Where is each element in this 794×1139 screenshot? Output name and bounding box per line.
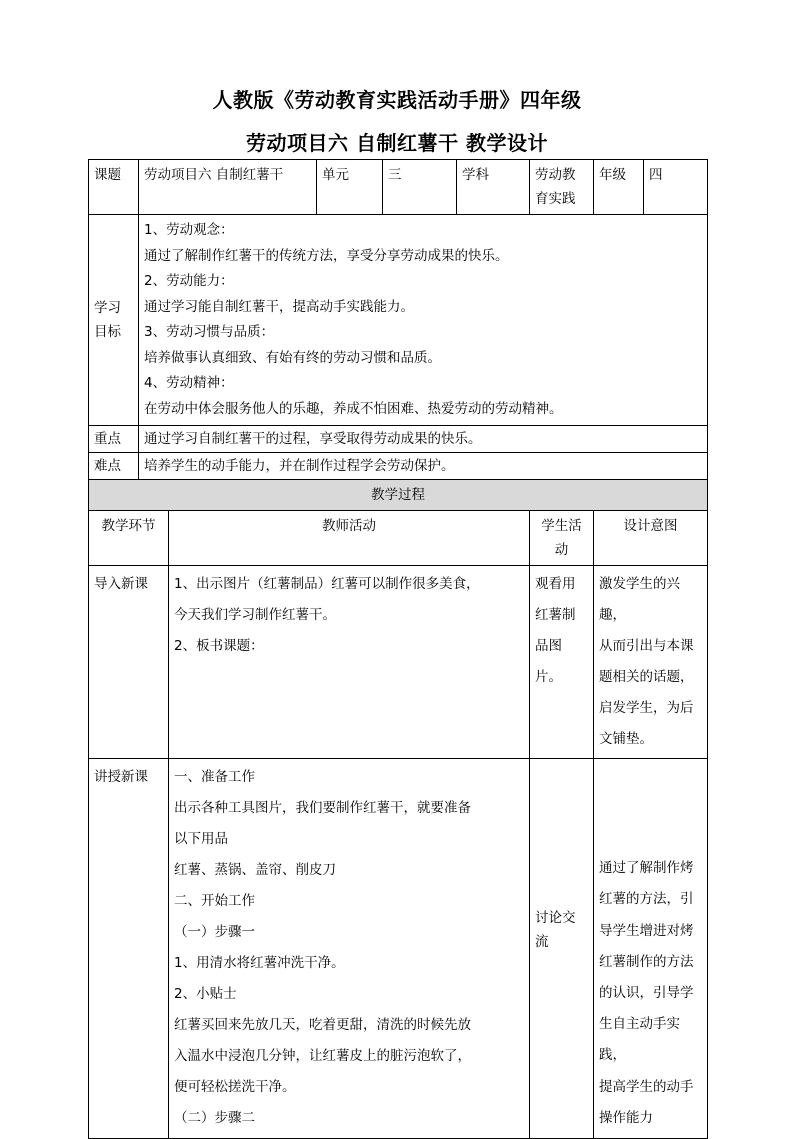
- intent-line: 导学生增进对烤: [599, 922, 694, 939]
- teacher-line: 一、准备工作: [174, 769, 255, 785]
- intent-line: 红薯的方法，引: [599, 891, 694, 908]
- lesson-plan-table: [88, 159, 708, 1139]
- process-header-row: [89, 480, 708, 511]
- key-point-label: 重点: [89, 426, 139, 453]
- intent-line: 从而引出与本课: [599, 638, 694, 654]
- teacher-line: 红薯、蒸锅、盖帘、削皮刀: [174, 862, 336, 878]
- subject-label: 学科: [457, 160, 530, 215]
- student-line: 品图片。: [535, 638, 563, 685]
- intent-line: 通过了解制作烤: [599, 860, 694, 877]
- process-header: 教学过程: [89, 480, 708, 511]
- col-student-header: 学生活动: [530, 511, 594, 566]
- process-row-intro: [89, 566, 708, 759]
- intent-line: 操作能力: [599, 1109, 654, 1126]
- info-row: [89, 160, 708, 215]
- intent-line: 生自主动手实践，: [599, 1016, 681, 1064]
- process-row-new-lesson: [89, 759, 708, 1139]
- objective-line: 2、劳动能力：: [144, 273, 234, 289]
- document-title: 人教版《劳动教育实践活动手册》四年级: [212, 88, 582, 112]
- grade-value: 四: [644, 160, 708, 215]
- intent-line: 提高学生的动手: [599, 1078, 694, 1095]
- teacher-line: 出示各种工具图片，我们要制作红薯干，就要准备: [174, 800, 471, 816]
- student-line: 讨论交流: [535, 910, 576, 950]
- objective-line: 4、劳动精神：: [144, 375, 234, 391]
- teacher-line: 二、开始工作: [174, 893, 255, 909]
- teacher-line: 今天我们学习制作红薯干。: [174, 607, 336, 623]
- teacher-line: （一）步骤一: [174, 924, 255, 940]
- key-point-row: [89, 426, 708, 453]
- grade-label: 年级: [594, 160, 644, 215]
- intent-line: 激发学生的兴趣，: [599, 576, 681, 623]
- objective-line: 通过学习能自制红薯干，提高动手实践能力。: [144, 298, 414, 315]
- topic-label: 课题: [89, 160, 139, 215]
- teacher-line: 红薯买回来先放几天，吃着更甜，清洗的时候先放: [174, 1017, 471, 1033]
- objective-line: 通过了解制作红薯干的传统方法，享受分享劳动成果的快乐。: [144, 247, 509, 264]
- document-subtitle: 劳动项目六 自制红薯干 教学设计: [246, 131, 548, 155]
- stage-cell: 导入新课: [89, 566, 169, 759]
- teacher-activity-cell: [169, 566, 530, 759]
- objective-line: 在劳动中体会服务他人的乐趣，养成不怕困难、热爱劳动的劳动精神。: [144, 400, 563, 417]
- teacher-line: 以下用品: [174, 831, 228, 847]
- teacher-line: （二）步骤二: [174, 1110, 255, 1126]
- key-point-text: 通过学习自制红薯干的过程，享受取得劳动成果的快乐。: [139, 426, 708, 453]
- intent-line: 文铺垫。: [599, 731, 654, 747]
- teacher-line: 入温水中浸泡几分钟，让红薯皮上的脏污泡软了，: [174, 1048, 471, 1064]
- intent-line: 的认识，引导学: [599, 984, 694, 1001]
- col-teacher-header: 教师活动: [169, 511, 530, 566]
- student-line: 观看用红薯制: [535, 576, 576, 623]
- difficulty-row: [89, 453, 708, 480]
- objectives-label: 学习目标: [89, 215, 139, 426]
- teacher-line: 1、出示图片（红薯制品）红薯可以制作很多美食，: [174, 576, 480, 592]
- objectives-row: [89, 215, 708, 426]
- difficulty-label: 难点: [89, 453, 139, 480]
- difficulty-text: 培养学生的动手能力，并在制作过程学会劳动保护。: [139, 453, 708, 480]
- teacher-line: 1、用清水将红薯冲洗干净。: [174, 955, 345, 971]
- stage-cell: 讲授新课: [89, 759, 169, 1139]
- teacher-line: 2、板书课题：: [174, 638, 264, 654]
- intent-cell: [594, 759, 708, 1139]
- col-intent-header: 设计意图: [594, 511, 708, 566]
- intent-line: 题相关的话题，: [599, 669, 694, 685]
- intent-line: 启发学生，为后: [599, 700, 694, 716]
- topic-value: 劳动项目六 自制红薯干: [139, 160, 317, 215]
- objectives-content: [139, 215, 708, 426]
- process-columns-row: [89, 511, 708, 566]
- unit-value: 三: [383, 160, 457, 215]
- subject-value: 劳动教育实践: [530, 160, 594, 215]
- teacher-line: 便可轻松搓洗干净。: [174, 1079, 296, 1095]
- unit-label: 单元: [317, 160, 383, 215]
- student-activity-cell: [530, 759, 594, 1139]
- objective-line: 1、劳动观念：: [144, 222, 234, 238]
- col-stage-header: 教学环节: [89, 511, 169, 566]
- student-activity-cell: [530, 566, 594, 759]
- objective-line: 培养做事认真细致、有始有终的劳动习惯和品质。: [144, 349, 441, 366]
- teacher-line: 2、小贴士: [174, 986, 237, 1002]
- teacher-activity-cell: [169, 759, 530, 1139]
- objective-line: 3、劳动习惯与品质：: [144, 324, 275, 340]
- intent-cell: [594, 566, 708, 759]
- intent-line: 红薯制作的方法: [599, 953, 694, 970]
